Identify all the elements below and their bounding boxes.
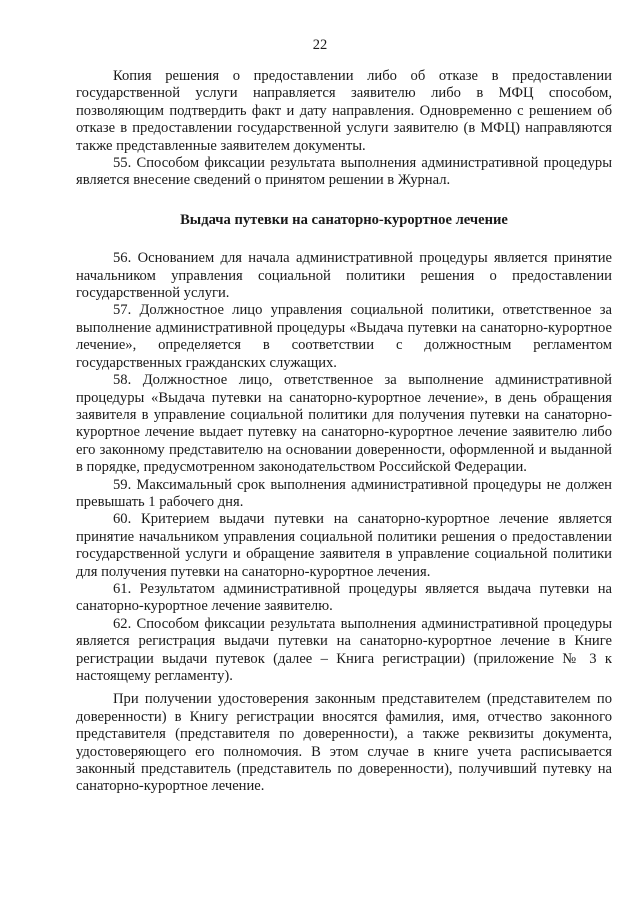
paragraph-56: 56. Основанием для начала административной процедуры является принятие начальником управления социальной политики решения о предоставлении государственной услуги.: [76, 250, 612, 302]
paragraph-55: 55. Способом фиксации результата выполнения административной процедуры является внесение сведений о принятом решении в Журнал.: [76, 155, 612, 189]
paragraph-62: 62. Способом фиксации результата выполнения административной процедуры является регистрация выдачи путевки на санаторно-курортное лечение в Книге регистрации выдачи путевок (далее – Книга регистрации) (приложение № 3 к настоящему регламенту).: [76, 615, 612, 684]
document-body: [76, 68, 612, 796]
paragraph-copy-of-decision: Копия решения о предоставлении либо об отказе в предоставлении государственной услуги направляется заявителю либо в МФЦ способом, позволяющим подтвердить факт и дату направления. Одновременно с решением об отказе в предоставлении государственной услуги заявителю (в МФЦ) направляются также представленные заявителем документы.: [76, 68, 612, 154]
paragraph-57: 57. Должностное лицо управления социальной политики, ответственное за выполнение административной процедуры «Выдача путевки на санаторно-курортное лечение», определяется в соответствии с должностным регламентом государственных гражданских служащих.: [76, 302, 612, 371]
page-number: 22: [312, 37, 328, 53]
section-title: Выдача путевки на санаторно-курортное лечение: [180, 211, 508, 228]
paragraph-59: 59. Максимальный срок выполнения административной процедуры не должен превышать 1 рабочего дня.: [76, 476, 612, 510]
paragraph-60: 60. Критерием выдачи путевки на санаторно-курортное лечение является принятие начальником управления социальной политики решения о предоставлении государственной услуги и обращение заявителя в управление социальной политики для получения путевки на санаторно-курортное лечения.: [76, 511, 612, 580]
paragraph-61: 61. Результатом административной процедуры является выдача путевки на санаторно-курортное лечение заявителю.: [76, 580, 612, 615]
paragraph-representative-registration: При получении удостоверения законным представителем (представителем по доверенности) в Книгу регистрации вносятся фамилия, имя, отчество законного представителя (представителя по доверенности), а также реквизиты документа, удостоверяющего его полномочия. В этом случае в книге учета расписывается законный представитель (представитель по доверенности), получивший путевку на санаторно-курортное лечение.: [76, 691, 612, 795]
paragraph-58: 58. Должностное лицо, ответственное за выполнение административной процедуры «Выдача путевки на санаторно-курортное лечение», в день обращения заявителя в управление социальной политики для получения путевки на санаторно-курортное лечение выдает путевку на санаторно-курортное лечение заявителю либо его законному представителю на основании доверенности, оформленной и выданной в порядке, предусмотренном законодательством Российской Федерации.: [76, 372, 612, 476]
